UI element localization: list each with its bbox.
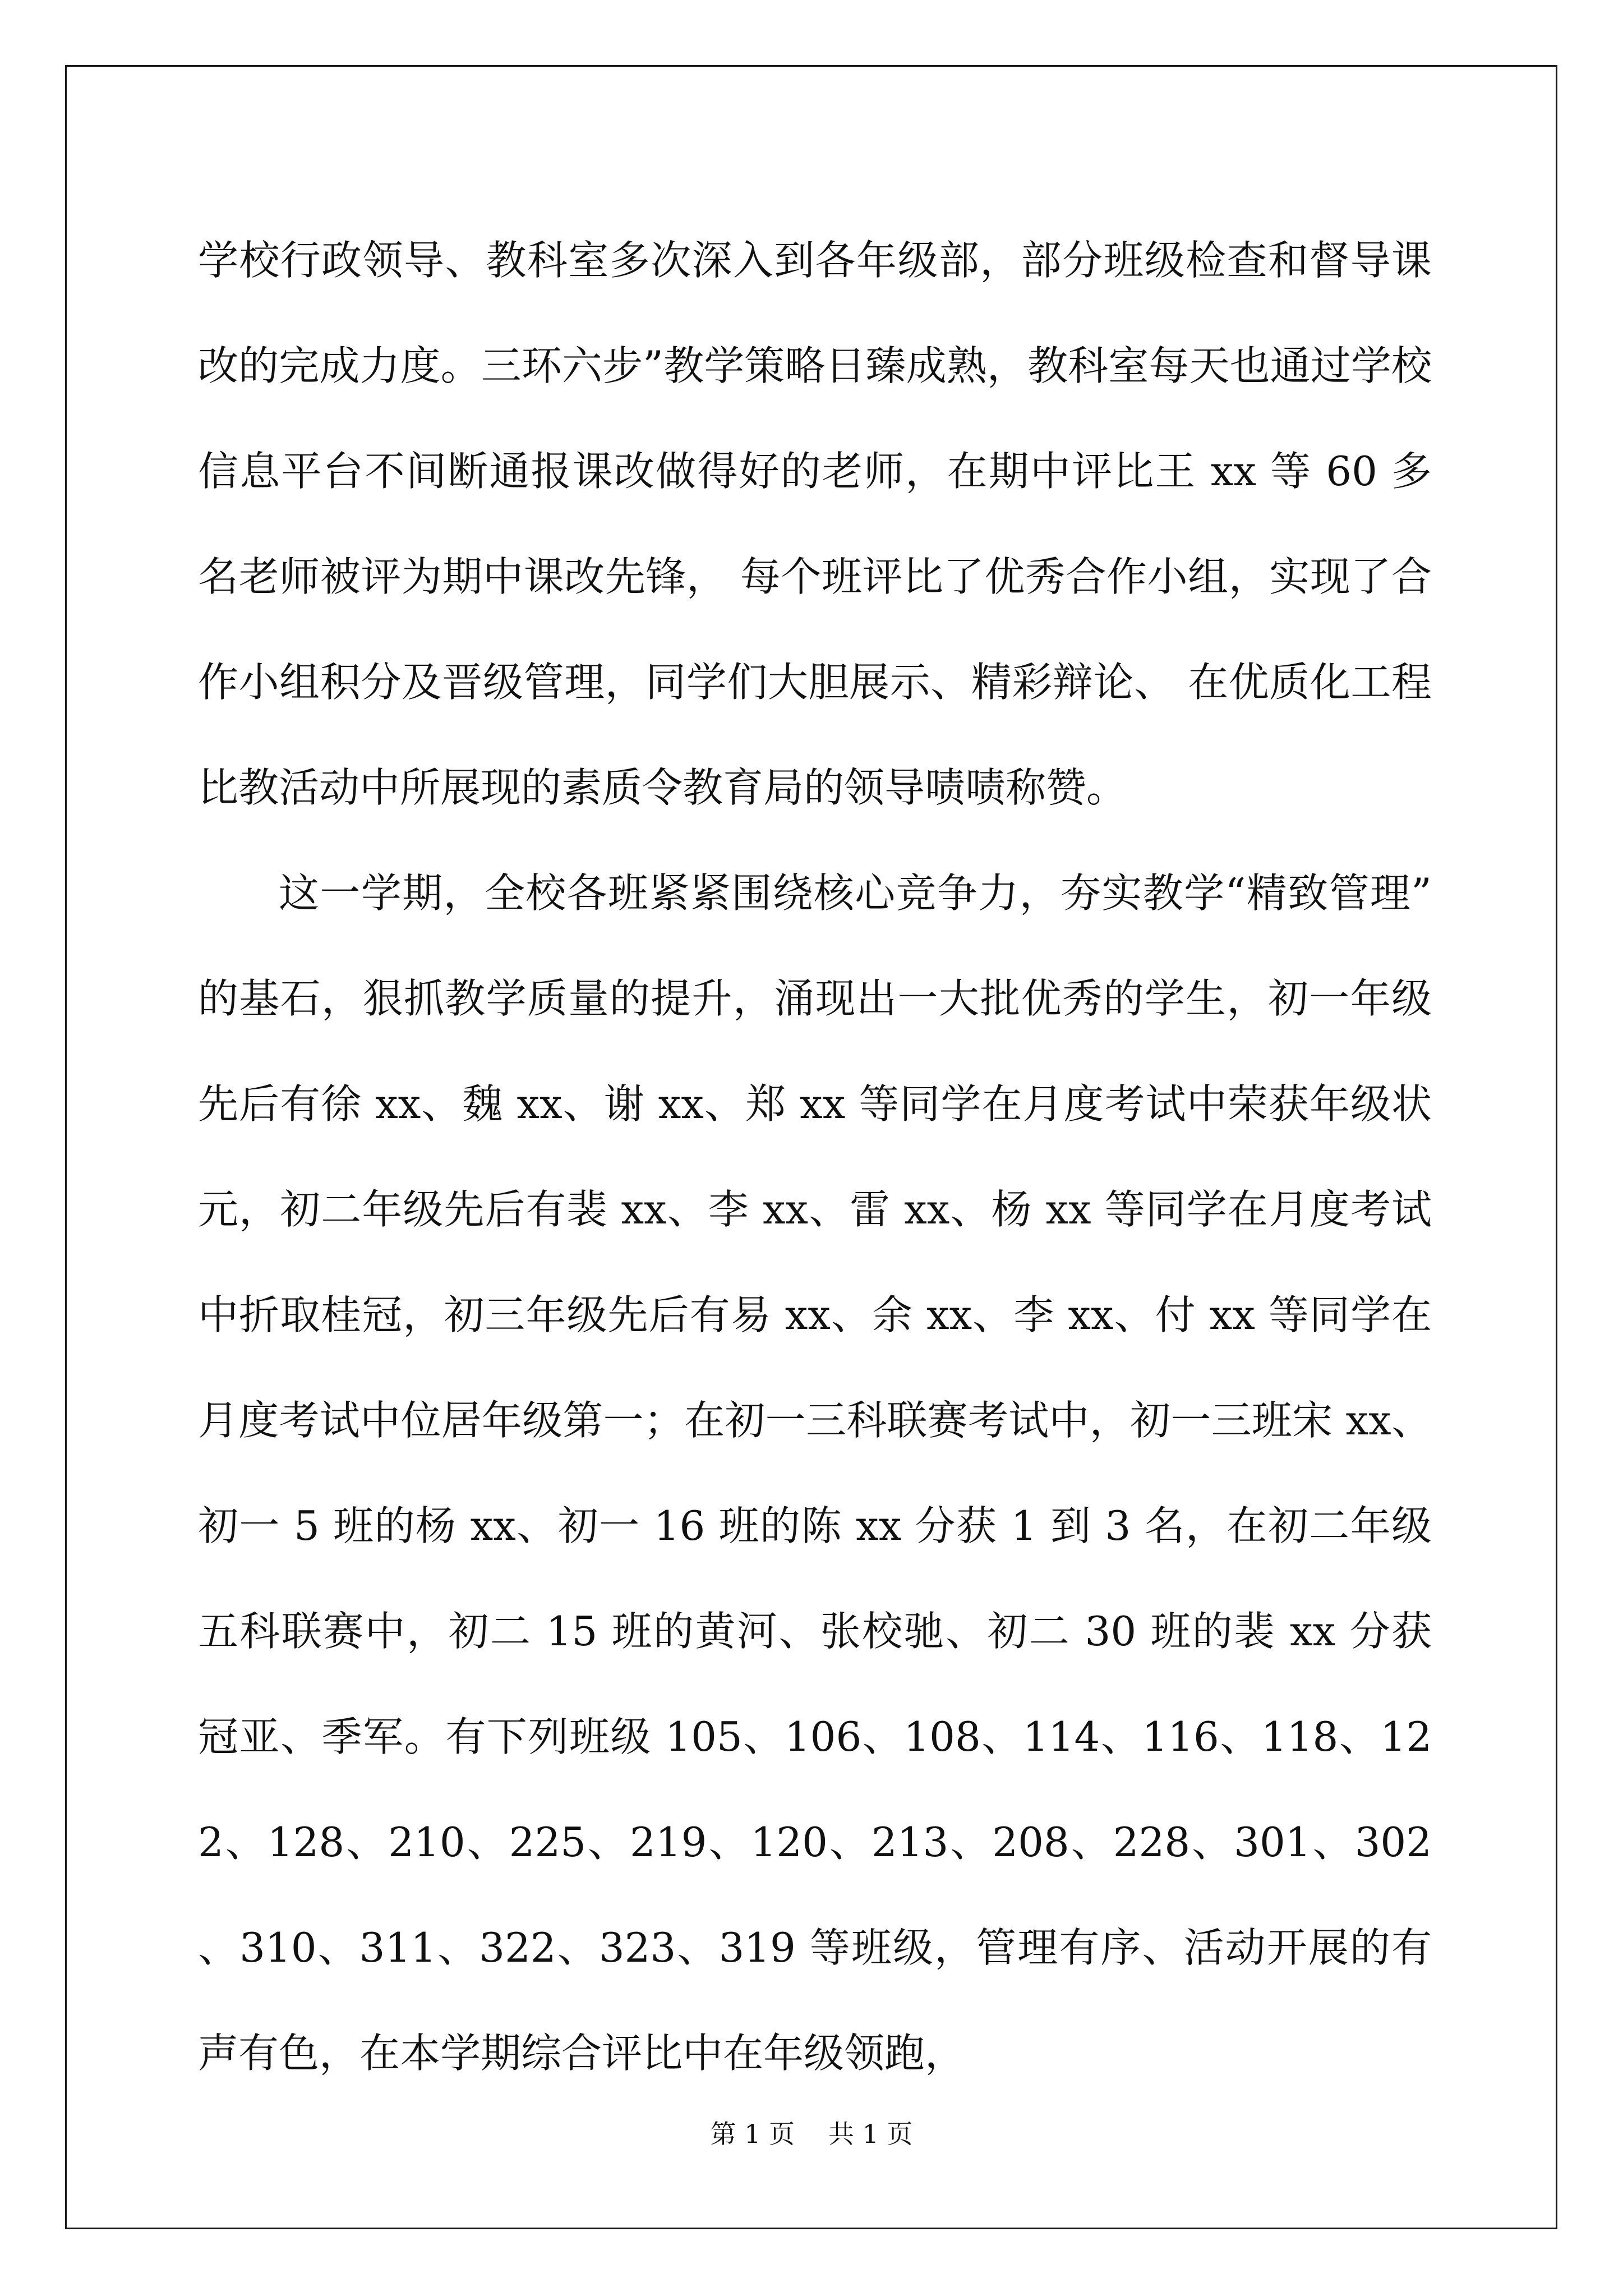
page-footer	[0, 2114, 1623, 2151]
page-number: 第 1 页	[710, 2119, 795, 2149]
paragraph-2: 这一学期，全校各班紧紧围绕核心竞争力，夯实教学“精致管理”的基石，狠抓教学质量的提升，涌现出一大批优秀的学生，初一年级先后有徐 xx、魏 xx、谢 xx、郑 xx 等同学在月度考试中荣获年级状元，初二年级先后有裴 xx、李 xx、雷 xx、杨 xx 等同学在月度考试中折取桂冠，初三年级先后有易 xx、余 xx、李 xx、付 xx 等同学在月度考试中位居年级第一；在初一三科联赛考试中，初一三班宋 xx、初一 5 班的杨 xx、初一 16 班的陈 xx 分获 1 到 3 名，在初二年级五科联赛中，初二 15 班的黄河、张校驰、初二 30 班的裴 xx 分获冠亚、季军。有下列班级 105、106、108、114、116、118、122、128、210、225、219、120、213、208、228、301、302、310、311、322、323、319 等班级，管理有序、活动开展的有声有色，在本学期综合评比中在年级领跑，	[198, 869, 1432, 2077]
document-body	[198, 208, 1432, 2106]
paragraph-1: 学校行政领导、教科室多次深入到各年级部，部分班级检查和督导课改的完成力度。三环六步”教学策略日臻成熟，教科室每天也通过学校信息平台不间断通报课改做得好的老师，在期中评比王 xx 等 60 多名老师被评为期中课改先锋， 每个班评比了优秀合作小组，实现了合作小组积分及晋级管理，同学们大胆展示、精彩辩论、 在优质化工程比教活动中所展现的素质令教育局的领导啧啧称赞。	[198, 237, 1432, 811]
page-total: 共 1 页	[828, 2119, 913, 2149]
